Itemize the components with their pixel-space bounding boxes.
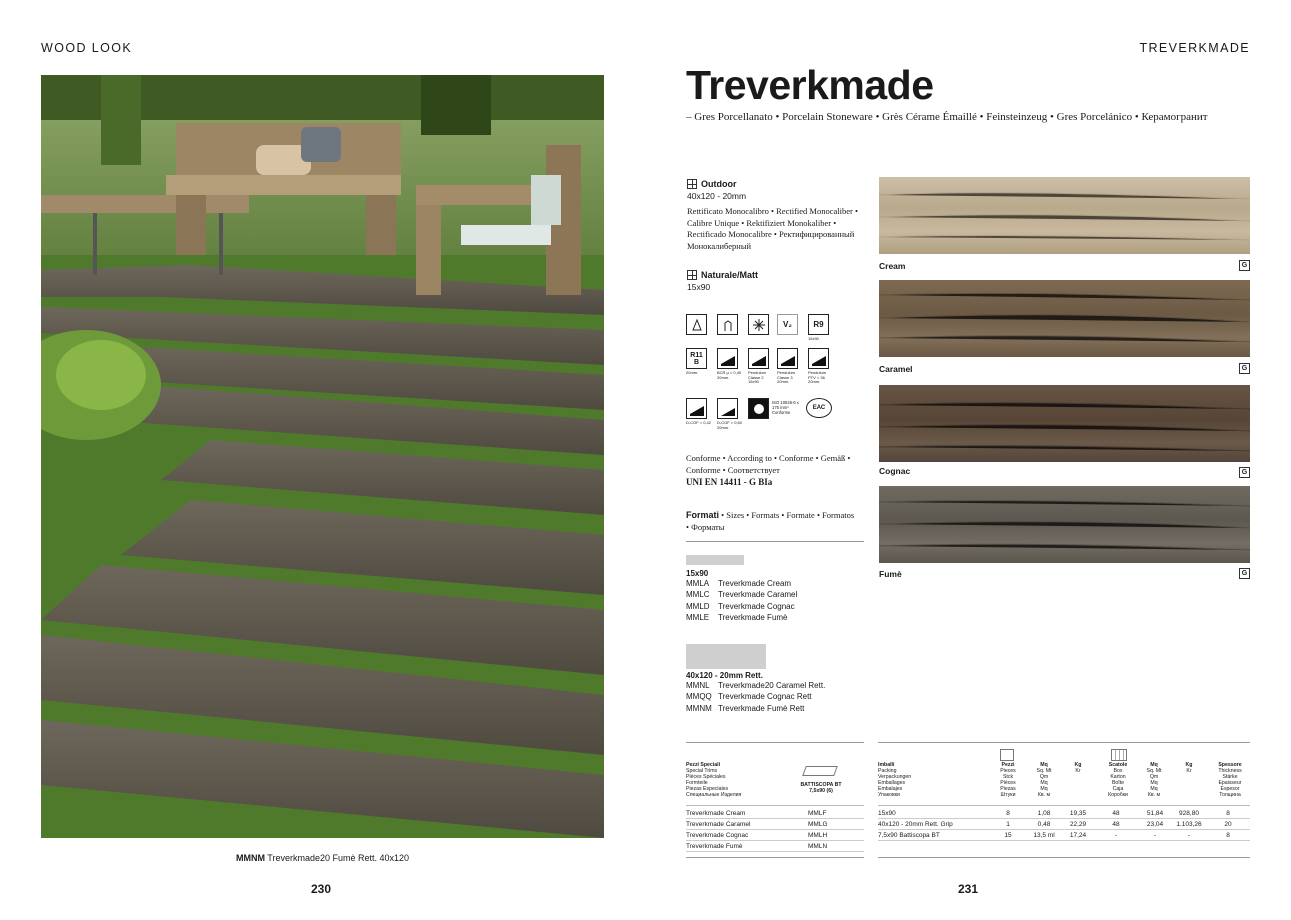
list-item bbox=[686, 612, 864, 623]
outdoor-title: Outdoor bbox=[701, 179, 737, 189]
dcof-060-icon bbox=[717, 398, 738, 419]
packing-rows bbox=[878, 808, 1250, 841]
item-name: Treverkmade Cognac Rett bbox=[718, 692, 812, 702]
col-head: Karton bbox=[1110, 773, 1126, 780]
r11-icon bbox=[686, 348, 707, 369]
col-head: Кв. м bbox=[1147, 791, 1161, 798]
carton-box-icon bbox=[1111, 749, 1127, 761]
page-number-right: 231 bbox=[958, 882, 979, 896]
stain-resistance-icon bbox=[686, 314, 707, 335]
col-head: Spessore bbox=[1218, 762, 1242, 768]
list-item bbox=[686, 578, 864, 589]
swatch-badge-cream: G bbox=[1239, 260, 1250, 271]
conformity-norm: UNI EN 14411 - G BIa bbox=[686, 477, 773, 487]
special-row-code: MMLN bbox=[808, 842, 828, 850]
cell-mq-box: - bbox=[1153, 831, 1157, 839]
list-item bbox=[686, 691, 864, 702]
item-code: MMNL bbox=[686, 681, 710, 690]
packing-col-pieces bbox=[990, 763, 1026, 798]
special-head-3: Formteile bbox=[686, 779, 708, 786]
r9-icon bbox=[808, 314, 829, 335]
list-item bbox=[686, 601, 864, 612]
packing-col-mq bbox=[1026, 763, 1062, 798]
col-head: Mq bbox=[1150, 762, 1158, 768]
cell-kg: 19,35 bbox=[1069, 809, 1087, 817]
list-15x90 bbox=[686, 569, 864, 623]
packing-head-5: Упаковки bbox=[878, 791, 900, 798]
swatch-name-cream: Cream bbox=[879, 261, 906, 271]
swatch-caramel bbox=[879, 280, 1250, 357]
list-40x120 bbox=[686, 671, 864, 714]
item-name: Treverkmade20 Caramel Rett. bbox=[718, 681, 826, 690]
packing-bottom-rule bbox=[878, 857, 1250, 858]
table-row bbox=[686, 841, 864, 852]
item-code: MMQQ bbox=[686, 692, 712, 702]
outdoor-scene-photo bbox=[41, 75, 604, 838]
formats-divider bbox=[686, 541, 864, 542]
section-label-right: TREVERKMADE bbox=[1139, 41, 1250, 55]
conformity-text: Conforme • According to • Conforme • Gemäß • Conforme • Соответствует bbox=[686, 453, 851, 475]
formats-text: • Sizes • Formats • Formate • Formatos • Форматы bbox=[686, 510, 855, 532]
col-head: Thickness bbox=[1218, 767, 1242, 774]
item-code: MMNM bbox=[686, 703, 712, 713]
col-head: Kg bbox=[1185, 762, 1193, 768]
col-head: Pièces bbox=[1000, 779, 1016, 786]
packing-head-0: Imballi bbox=[878, 762, 895, 768]
special-row-name: Treverkmade Cream bbox=[686, 809, 746, 817]
cell-kg: 17,24 bbox=[1069, 831, 1087, 839]
col-head: Mq bbox=[1040, 762, 1048, 768]
material-subtitle: – Gres Porcellanato • Porcelain Stoneware • Grès Cérame Émaillé • Feinsteinzeug • Gres Porcelánico • Керамогранит bbox=[686, 111, 1208, 123]
cell-boxes: 48 bbox=[1112, 809, 1120, 817]
pendulum-ptv-sub: Pendulum PTV > 36 20mm. bbox=[808, 370, 827, 385]
dcof-042-icon bbox=[686, 398, 707, 419]
caption-code: MMNM bbox=[235, 853, 265, 863]
caption-text: Treverkmade20 Fumè Rett. 40x120 bbox=[267, 853, 410, 863]
special-row-name: Treverkmade Caramel bbox=[686, 820, 751, 828]
list-40x120-head: 40x120 - 20mm Rett. bbox=[686, 671, 763, 680]
swatch-name-caramel: Caramel bbox=[879, 364, 913, 374]
outdoor-rectified-text: Rettificato Monocalibro • Rectified Monocaliber • Calibre Unique • Rektifiziert Monokaliber • Rectificado Monocalibre • Ректифицированный Монокалиберный bbox=[687, 206, 858, 251]
r9-sub: 15x90 bbox=[808, 336, 819, 341]
packing-head-2: Verpackungen bbox=[878, 773, 912, 780]
list-item bbox=[686, 703, 864, 714]
cell-pieces: 8 bbox=[1006, 809, 1010, 817]
photo-caption bbox=[41, 853, 604, 863]
cell-kg: 22,29 bbox=[1069, 820, 1087, 828]
cell-pieces: 15 bbox=[1004, 831, 1012, 839]
item-code: MMLA bbox=[686, 579, 710, 588]
packing-top-rule bbox=[878, 742, 1250, 743]
cell-thickness: 8 bbox=[1226, 831, 1230, 839]
special-header-rule bbox=[686, 805, 864, 806]
bcr-icon bbox=[717, 348, 738, 369]
item-name: Treverkmade Cognac bbox=[718, 601, 795, 611]
list-15x90-head: 15x90 bbox=[686, 569, 709, 578]
col-head: Mq bbox=[1150, 785, 1158, 792]
packing-col-boxes bbox=[1098, 763, 1138, 798]
col-head: Kr bbox=[1186, 767, 1192, 774]
cell-format: 15x90 bbox=[878, 809, 896, 817]
skirting-piece-size: 7,5x90 (6) bbox=[809, 787, 833, 794]
swatch-cognac bbox=[879, 385, 1250, 462]
cell-kg-box: - bbox=[1187, 831, 1191, 839]
conformity-block bbox=[686, 453, 864, 489]
natural-size: 15x90 bbox=[687, 282, 711, 292]
item-code: MMLC bbox=[686, 590, 710, 600]
r11-sub: 20mm. bbox=[686, 370, 699, 375]
col-head: Qm bbox=[1149, 773, 1159, 780]
size-swatch-15x90 bbox=[686, 555, 744, 565]
bcr-sub: BCR μ > 0,40 20mm. bbox=[717, 370, 742, 380]
cell-mq: 1,08 bbox=[1037, 809, 1051, 817]
special-row-code: MMLF bbox=[808, 809, 827, 817]
cell-thickness: 8 bbox=[1226, 809, 1230, 817]
special-row-code: MMLH bbox=[808, 831, 828, 839]
pendulum-2-sub: Pendulum Classe 2 15x90 bbox=[748, 370, 767, 385]
table-row bbox=[686, 819, 864, 830]
pendulum-2-icon bbox=[748, 348, 769, 369]
pendulum-ptv-icon bbox=[808, 348, 829, 369]
cell-mq-box: 23,04 bbox=[1146, 820, 1164, 828]
packing-heading bbox=[878, 763, 988, 798]
cell-mq-box: 51,84 bbox=[1146, 809, 1164, 817]
col-head: Epaisseur bbox=[1218, 779, 1242, 786]
eac-label: ЕАС bbox=[812, 405, 826, 411]
packing-col-mq-box bbox=[1136, 763, 1172, 798]
r11-label: R11 B bbox=[690, 351, 703, 366]
cell-kg-box: 928,80 bbox=[1179, 809, 1199, 817]
eac-certification-icon bbox=[806, 398, 832, 418]
col-head: Pieces bbox=[1000, 767, 1016, 774]
shade-variation-icon bbox=[777, 314, 798, 335]
section-label-left: WOOD LOOK bbox=[41, 41, 133, 55]
swatch-badge-caramel: G bbox=[1239, 363, 1250, 374]
special-rows bbox=[686, 808, 864, 852]
col-head: Штуки bbox=[1000, 791, 1016, 798]
cell-mq: 13,5 ml bbox=[1033, 831, 1055, 839]
swatch-badge-cognac: G bbox=[1239, 467, 1250, 478]
table-row bbox=[878, 808, 1250, 819]
col-head: Caja bbox=[1112, 785, 1124, 792]
list-item bbox=[686, 680, 864, 691]
col-head: Mq bbox=[1040, 785, 1048, 792]
special-row-code: MMLG bbox=[808, 820, 828, 828]
size-swatch-40x120 bbox=[686, 644, 766, 669]
item-code: MMLD bbox=[686, 601, 710, 611]
dcof-060-sub: D-COF > 0,60 20mm. bbox=[717, 420, 743, 430]
col-head: Pezzi bbox=[1001, 762, 1015, 768]
col-head: Box bbox=[1113, 767, 1123, 774]
packing-header-rule bbox=[878, 805, 1250, 806]
skirting-piece-label: BATTISCOPA BT bbox=[800, 782, 842, 788]
col-head: Kg bbox=[1074, 762, 1082, 768]
skirting-piece-name bbox=[796, 783, 846, 795]
special-bottom-rule bbox=[686, 857, 864, 858]
swatch-name-fume: Fumè bbox=[879, 569, 902, 579]
cell-boxes: - bbox=[1114, 831, 1118, 839]
col-head: Mq bbox=[1150, 779, 1158, 786]
formats-lead: Formati bbox=[686, 510, 720, 520]
special-head-5: Специальные Изделия bbox=[686, 791, 742, 798]
packing-col-kg bbox=[1062, 763, 1094, 775]
natural-block bbox=[687, 270, 865, 292]
swatch-name-cognac: Cognac bbox=[879, 466, 911, 476]
natural-title: Naturale/Matt bbox=[701, 270, 759, 280]
special-row-name: Treverkmade Fumè bbox=[686, 842, 743, 850]
dcof-042-sub: D-COF > 0,42 bbox=[686, 420, 712, 425]
col-head: Kr bbox=[1075, 767, 1081, 774]
pendulum-3-icon bbox=[777, 348, 798, 369]
formats-heading bbox=[686, 510, 856, 533]
cell-mq: 0,48 bbox=[1037, 820, 1051, 828]
col-head: Scatole bbox=[1108, 762, 1128, 768]
special-row-name: Treverkmade Cognac bbox=[686, 831, 749, 839]
table-row bbox=[878, 819, 1250, 830]
col-head: Boîte bbox=[1111, 779, 1125, 786]
col-head: Stärke bbox=[1222, 773, 1238, 780]
page-title: Treverkmade bbox=[686, 62, 934, 108]
col-head: Piezas bbox=[1000, 785, 1016, 792]
table-row bbox=[878, 830, 1250, 841]
swatch-badge-fume: G bbox=[1239, 568, 1250, 579]
item-code: MMLE bbox=[686, 612, 710, 622]
skirting-piece-icon bbox=[802, 766, 838, 776]
special-head-1: Special Trims bbox=[686, 767, 718, 774]
special-top-rule bbox=[686, 742, 864, 743]
special-pieces-heading bbox=[686, 763, 796, 798]
table-row bbox=[686, 830, 864, 841]
frost-resistance-icon bbox=[748, 314, 769, 335]
packing-head-3: Emballages bbox=[878, 779, 906, 786]
item-name: Treverkmade Cream bbox=[718, 579, 792, 588]
col-head: Коробки bbox=[1108, 791, 1128, 798]
special-head-4: Piezas Especiales bbox=[686, 785, 729, 792]
table-row bbox=[686, 808, 864, 819]
special-head-0: Pezzi Speciali bbox=[686, 762, 721, 768]
col-head: Stck bbox=[1002, 773, 1014, 780]
packing-head-1: Packing bbox=[878, 767, 897, 774]
natural-finish-icon bbox=[687, 270, 697, 280]
swatch-fume bbox=[879, 486, 1250, 563]
packing-head-4: Embalajes bbox=[878, 785, 903, 792]
cell-kg-box: 1.103,26 bbox=[1176, 820, 1202, 828]
item-name: Treverkmade Fumè Rett bbox=[718, 703, 805, 713]
pendulum-3-sub: Pendulum Classe 3 20mm. bbox=[777, 370, 796, 385]
cell-format: 7,5x90 Battiscopa BT bbox=[878, 831, 940, 839]
outdoor-icon bbox=[687, 179, 697, 189]
iso-text: ISO 10545-6 ≤ 175 mm³ Conforme bbox=[772, 400, 800, 415]
col-head: Кв. м bbox=[1037, 791, 1051, 798]
col-head: Sq. Mt bbox=[1146, 767, 1162, 774]
special-head-2: Pièces Spéciales bbox=[686, 773, 726, 780]
packing-col-thickness bbox=[1208, 763, 1252, 798]
shade-variation-label: V₂ bbox=[783, 320, 792, 329]
item-name: Treverkmade Fumè bbox=[718, 612, 788, 622]
cell-format: 40x120 - 20mm Rett. Grip bbox=[878, 820, 953, 828]
col-head: Толщина bbox=[1219, 791, 1241, 798]
packing-col-kg-box bbox=[1172, 763, 1206, 775]
cell-pieces: 1 bbox=[1006, 820, 1010, 828]
pieces-box-icon bbox=[1000, 749, 1014, 761]
swatch-cream bbox=[879, 177, 1250, 254]
col-head: Mq bbox=[1040, 779, 1048, 786]
r9-label: R9 bbox=[813, 320, 824, 329]
abrasion-icon bbox=[748, 398, 769, 419]
col-head: Espesor bbox=[1220, 785, 1240, 792]
cell-boxes: 48 bbox=[1112, 820, 1120, 828]
cell-thickness: 20 bbox=[1224, 820, 1232, 828]
col-head: Sq. Mt bbox=[1036, 767, 1052, 774]
outdoor-block bbox=[687, 179, 865, 252]
chemical-resistance-icon bbox=[717, 314, 738, 335]
outdoor-size: 40x120 - 20mm bbox=[687, 191, 747, 201]
list-item bbox=[686, 589, 864, 600]
item-name: Treverkmade Caramel bbox=[718, 590, 798, 600]
col-head: Qm bbox=[1039, 773, 1049, 780]
page-number-left: 230 bbox=[311, 882, 332, 896]
